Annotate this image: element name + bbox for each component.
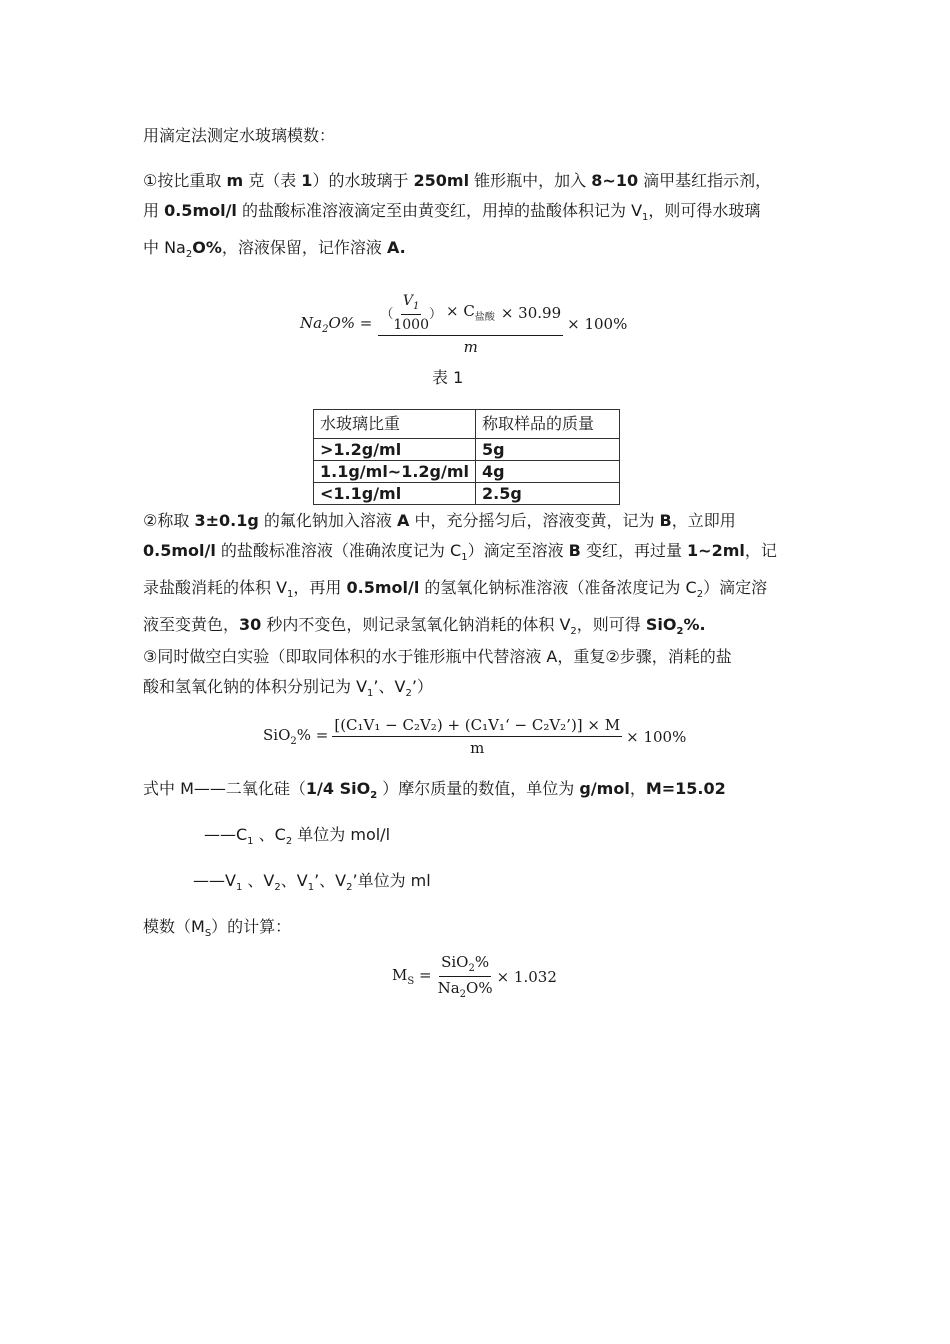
t: O% <box>192 238 222 258</box>
t: 变红，再过量 <box>580 541 688 560</box>
t: ）的水玻璃于 <box>312 171 414 190</box>
formula-na2o <box>300 293 627 356</box>
table-row <box>314 483 620 505</box>
t: ， <box>629 779 646 798</box>
t: 液至变黄色， <box>143 615 240 635</box>
header-cell: 称取样品的质量 <box>476 410 620 439</box>
step3-line1 <box>143 642 843 672</box>
t: SiO <box>645 615 677 635</box>
t: %. <box>683 615 706 635</box>
t: A. <box>386 238 406 258</box>
t: 1 <box>461 552 468 564</box>
note-m <box>143 774 726 811</box>
step2-line1 <box>143 506 843 536</box>
t: ’） <box>411 677 433 696</box>
table-caption <box>432 363 463 393</box>
step3-line2 <box>143 672 843 709</box>
t: 8~10 <box>591 171 639 190</box>
density-mass-table <box>313 409 620 505</box>
t: 2 <box>285 836 293 848</box>
t: 滴甲基红指示剂， <box>638 171 772 190</box>
f2-fraction <box>332 716 622 757</box>
t: ③同时做空白实验（即取同体积的水于锥形瓶中代替溶液 A，重复②步骤，消耗的盐 <box>143 647 732 666</box>
t: 、V <box>242 871 275 890</box>
t: 2 <box>370 790 378 802</box>
f1-1000: 1000 <box>393 316 429 333</box>
t: 1 <box>287 589 294 601</box>
t: 1~2ml <box>687 541 745 560</box>
step2-paragraph <box>143 506 843 648</box>
t: ’单位为 ml <box>352 871 431 890</box>
f1-denominator: m <box>463 337 478 356</box>
f2-lhs <box>263 726 328 747</box>
t: 2 <box>459 989 467 1000</box>
formula-modulus <box>392 953 557 1000</box>
f3-tail: × 1.032 <box>496 967 557 986</box>
t: 的盐酸标准溶液滴定至由黄变红，用掉的盐酸体积记为 V <box>236 201 643 220</box>
t: 式中 M——二氧化硅（ <box>143 779 306 798</box>
t: 中，充分摇匀后，溶液变黄，记为 <box>409 511 660 530</box>
t: ②称取 <box>143 511 195 530</box>
step3-paragraph <box>143 642 843 709</box>
cell: 1.1g/ml~1.2g/ml <box>314 461 476 483</box>
t: 1 <box>235 882 243 894</box>
f3-lhs <box>392 966 432 987</box>
cell: 5g <box>476 439 620 461</box>
t: 2 <box>405 688 412 700</box>
step2-line3 <box>143 573 843 610</box>
t: 30 <box>239 615 262 635</box>
step1-paragraph <box>143 166 843 270</box>
t: 克（表 <box>243 171 302 190</box>
title-text: 用滴定法测定水玻璃模数： <box>143 126 336 145</box>
t: M=15.02 <box>645 779 726 798</box>
t: 2 <box>185 249 193 261</box>
t: 表 1 <box>432 368 464 387</box>
table-row <box>314 461 620 483</box>
t: ，再用 <box>293 578 347 598</box>
t: ）滴定溶 <box>703 578 768 598</box>
t: ’、V <box>373 677 406 696</box>
table-row <box>314 439 620 461</box>
header-cell: 水玻璃比重 <box>314 410 476 439</box>
cell: 2.5g <box>476 483 620 505</box>
f3-denominator <box>438 977 493 1000</box>
f2-tail: × 100% <box>626 727 687 746</box>
f3-fraction <box>438 953 493 1000</box>
t: % = <box>296 726 329 744</box>
t: 的氟化钠加入溶液 <box>258 511 397 530</box>
step1-line3 <box>143 233 843 270</box>
t: % <box>474 953 490 971</box>
t: O% = <box>328 313 373 332</box>
t: ，立即用 <box>671 511 736 530</box>
t: 1 <box>301 171 313 190</box>
step2-line2 <box>143 536 843 573</box>
t: 2 <box>468 963 475 974</box>
t: ，记 <box>744 541 777 560</box>
t: 0.5mol/l <box>346 578 420 598</box>
t: A <box>396 511 410 530</box>
t: 的氢氧化钠标准溶液（准备浓度记为 C <box>419 578 697 598</box>
t: ，则可得 <box>576 615 646 635</box>
t: V <box>402 293 414 309</box>
t: 0.5mol/l <box>164 201 237 220</box>
t: M <box>392 966 408 984</box>
t: 2 <box>346 882 353 894</box>
table-header-row <box>314 410 620 439</box>
cell: 4g <box>476 461 620 483</box>
t: 2 <box>322 323 329 335</box>
t: 2 <box>290 736 297 747</box>
t: B <box>659 511 672 530</box>
t: = <box>414 966 432 984</box>
t: 的盐酸标准溶液（准确浓度记为 C <box>215 541 462 560</box>
t: 3±0.1g <box>194 511 259 530</box>
t: 、V <box>280 871 308 890</box>
t: m <box>226 171 244 190</box>
t: ，则可得水玻璃 <box>648 201 761 220</box>
t: 录盐酸消耗的体积 V <box>143 578 288 598</box>
t: S <box>204 928 212 940</box>
f1-fraction <box>378 293 563 356</box>
page-title <box>143 121 335 151</box>
f3-numerator <box>439 953 491 977</box>
t: 250ml <box>413 171 470 190</box>
cell: >1.2g/ml <box>314 439 476 461</box>
modulus-label <box>143 912 291 949</box>
formula-sio2 <box>263 716 686 757</box>
t: ）摩尔质量的数值，单位为 <box>377 779 580 798</box>
t: O% <box>466 979 493 997</box>
t: ） <box>429 307 443 323</box>
step1-line1 <box>143 166 843 196</box>
t: g/mol <box>579 779 630 798</box>
t: ’、V <box>314 871 347 890</box>
t: ）的计算： <box>211 917 292 936</box>
t: 中 Na <box>143 238 186 258</box>
t: ——V <box>193 871 236 890</box>
t: 1 <box>413 300 420 312</box>
f2-numerator: [(C₁V₁ − C₂V₂) + (C₁V₁‘ − C₂V₂’)] × M <box>332 716 622 737</box>
t: ——C <box>204 825 248 844</box>
t: 2 <box>570 626 577 638</box>
t: × C <box>446 302 475 321</box>
t: B <box>568 541 581 560</box>
t: 2 <box>696 589 704 601</box>
f1-inner-fraction <box>393 293 429 333</box>
t: 1 <box>247 836 254 848</box>
t: S <box>407 976 415 987</box>
f1-numerator <box>378 293 563 336</box>
t: × 30.99 <box>500 303 562 322</box>
f1-v1 <box>401 293 422 315</box>
t: ）滴定至溶液 <box>467 541 569 560</box>
t: 锥形瓶中，加入 <box>469 171 592 190</box>
f1-c <box>446 302 495 323</box>
t: 1 <box>307 882 315 894</box>
note-c-units <box>204 820 390 857</box>
t: Na <box>300 313 323 332</box>
f1-lhs <box>300 314 372 335</box>
t: 用 <box>143 201 165 220</box>
t: 1/4 SiO <box>305 779 371 798</box>
t: Na <box>437 979 460 997</box>
t: ①按比重取 <box>143 171 227 190</box>
f2-denominator: m <box>470 739 485 757</box>
t: ，溶液保留，记作溶液 <box>221 238 387 258</box>
t: 1 <box>642 212 649 224</box>
note-v-units <box>193 866 431 903</box>
t: 2 <box>676 626 684 638</box>
t: 秒内不变色，则记录氢氧化钠消耗的体积 V <box>261 615 571 635</box>
t: 2 <box>274 882 281 894</box>
t: 模数（M <box>143 917 205 936</box>
t: SiO <box>263 726 291 744</box>
t: 、C <box>253 825 286 844</box>
t: SiO <box>441 953 469 971</box>
cell: <1.1g/ml <box>314 483 476 505</box>
f1-tail: × 100% <box>567 315 628 334</box>
t: 1 <box>367 688 374 700</box>
t: 酸和氢氧化钠的体积分别记为 V <box>143 677 368 696</box>
step1-line2 <box>143 196 843 233</box>
t: 0.5mol/l <box>143 541 216 560</box>
t: （ <box>380 307 394 323</box>
t: 单位为 mol/l <box>292 825 391 844</box>
t: 盐酸 <box>474 312 495 324</box>
